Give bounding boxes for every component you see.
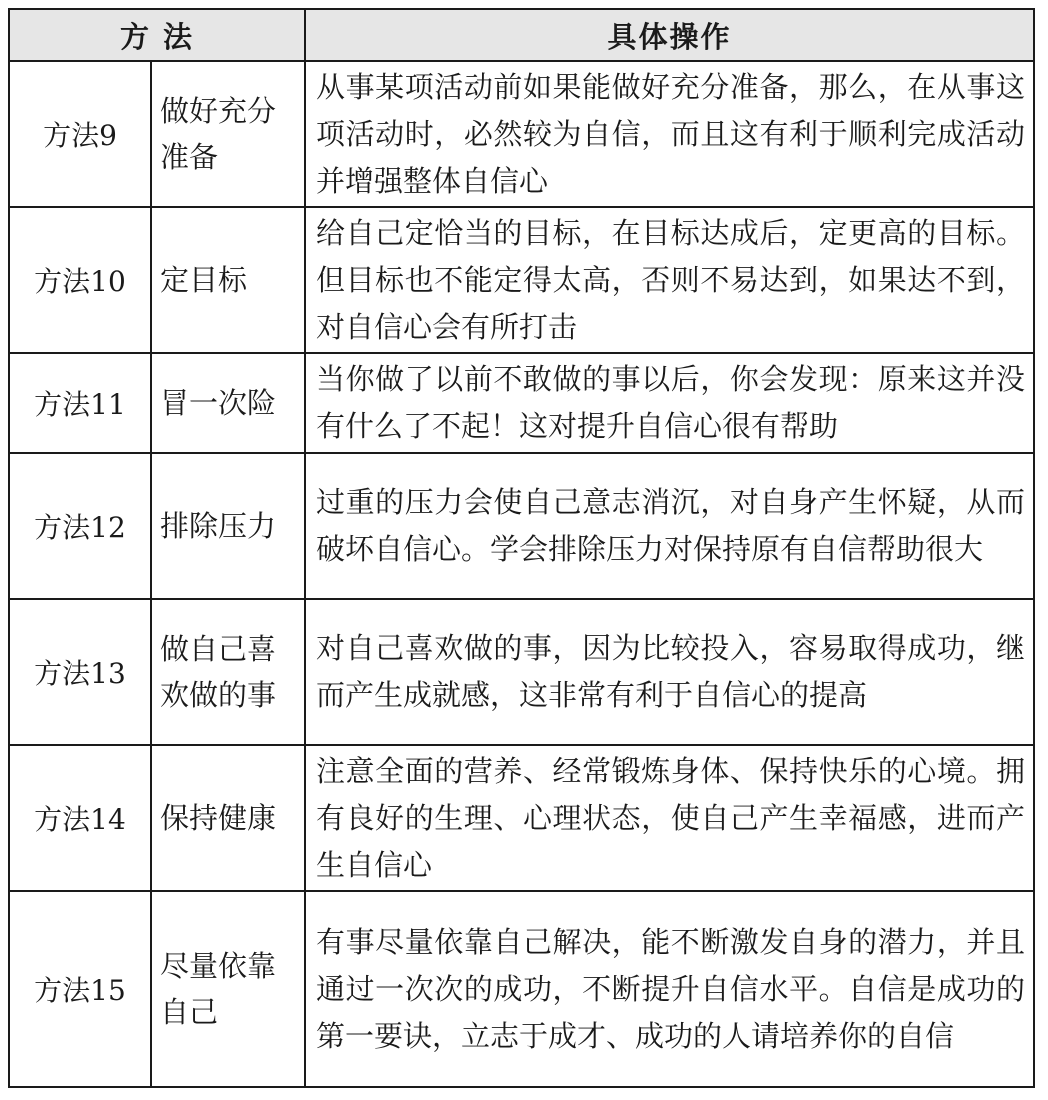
table-row: [9, 353, 1034, 453]
method-name: 排除压力: [151, 453, 305, 599]
method-name: 做好充分准备: [151, 61, 305, 207]
method-number: 方法10: [9, 207, 151, 353]
table-row: [9, 891, 1034, 1087]
method-operation: 有事尽量依靠自己解决，能不断激发自身的潜力，并且通过一次次的成功，不断提升自信水平。自信是成功的第一要诀，立志于成才、成功的人请培养你的自信: [305, 891, 1034, 1087]
method-operation: 对自己喜欢做的事，因为比较投入，容易取得成功，继而产生成就感，这非常有利于自信心的提高: [305, 599, 1034, 745]
methods-table: [8, 8, 1035, 1088]
table-row: [9, 453, 1034, 599]
method-number: 方法13: [9, 599, 151, 745]
table-row: [9, 599, 1034, 745]
method-number: 方法12: [9, 453, 151, 599]
method-name: 尽量依靠自己: [151, 891, 305, 1087]
method-operation: 当你做了以前不敢做的事以后，你会发现：原来这并没有什么了不起！这对提升自信心很有帮助: [305, 353, 1034, 453]
header-method: 方 法: [9, 9, 305, 61]
table-header-row: [9, 9, 1034, 61]
table-row: [9, 207, 1034, 353]
method-number: 方法11: [9, 353, 151, 453]
method-operation: 从事某项活动前如果能做好充分准备，那么，在从事这项活动时，必然较为自信，而且这有利于顺利完成活动并增强整体自信心: [305, 61, 1034, 207]
method-operation: 过重的压力会使自己意志消沉，对自身产生怀疑，从而破坏自信心。学会排除压力对保持原有自信帮助很大: [305, 453, 1034, 599]
table-row: [9, 745, 1034, 891]
method-name: 定目标: [151, 207, 305, 353]
method-number: 方法15: [9, 891, 151, 1087]
header-operation: 具体操作: [305, 9, 1034, 61]
method-number: 方法14: [9, 745, 151, 891]
method-name: 冒一次险: [151, 353, 305, 453]
table-row: [9, 61, 1034, 207]
method-operation: 注意全面的营养、经常锻炼身体、保持快乐的心境。拥有良好的生理、心理状态，使自己产生幸福感，进而产生自信心: [305, 745, 1034, 891]
method-operation: 给自己定恰当的目标，在目标达成后，定更高的目标。但目标也不能定得太高，否则不易达到，如果达不到，对自信心会有所打击: [305, 207, 1034, 353]
method-name: 保持健康: [151, 745, 305, 891]
method-name: 做自己喜欢做的事: [151, 599, 305, 745]
method-number: 方法9: [9, 61, 151, 207]
